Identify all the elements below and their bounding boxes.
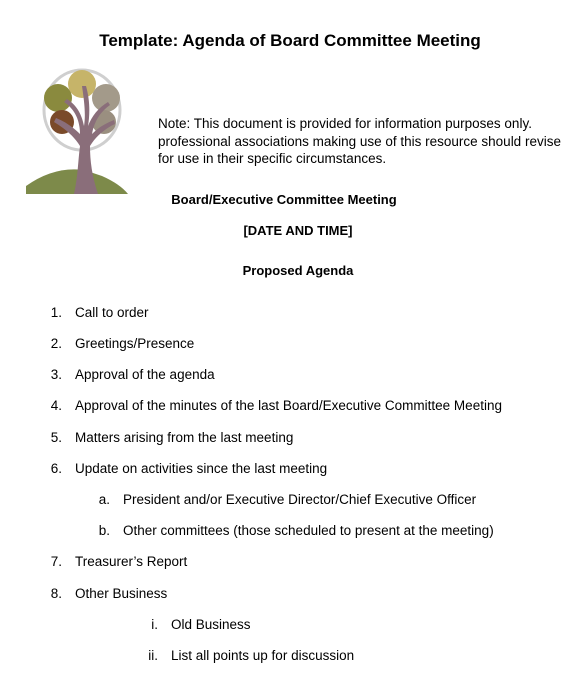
agenda-item-number: 2. [50, 336, 62, 351]
meeting-heading: Board/Executive Committee Meeting [171, 192, 397, 207]
agenda-item-text: Matters arising from the last meeting [75, 430, 294, 445]
agenda-item-number: 3. [50, 367, 62, 382]
agenda-item-text: List all points up for discussion [171, 648, 355, 663]
agenda-item-number: ii. [148, 648, 158, 663]
agenda-item-number: 4. [50, 398, 62, 413]
disclaimer-note: Note: This document is provided for information purposes only. professional associations making use of this resource should revise for use in their specific circumstances. [158, 116, 561, 166]
agenda-item-text: Other committees (those scheduled to present at the meeting) [123, 523, 494, 538]
agenda-item-number: 8. [50, 586, 62, 601]
proposed-agenda-heading: Proposed Agenda [242, 263, 354, 278]
agenda-item-number: 6. [50, 461, 62, 476]
agenda-item-number: 7. [50, 554, 62, 569]
agenda-item-text: Approval of the minutes of the last Board/Executive Committee Meeting [75, 398, 502, 413]
agenda-item-text: Call to order [75, 305, 149, 320]
agenda-item-text: Other Business [75, 586, 168, 601]
tree-logo-icon [24, 66, 136, 194]
date-time-placeholder: [DATE AND TIME] [243, 223, 353, 238]
agenda-item-number: i. [151, 617, 158, 632]
agenda-item-number: 1. [50, 305, 62, 320]
agenda-item-text: Greetings/Presence [75, 336, 195, 351]
logo-leaf-top [68, 70, 96, 98]
agenda-item-text: Approval of the agenda [75, 367, 215, 382]
agenda-item-text: Update on activities since the last meeting [75, 461, 328, 476]
agenda-item-text: Treasurer’s Report [75, 554, 188, 569]
agenda-item-text: Old Business [171, 617, 251, 632]
agenda-item-number: a. [98, 492, 110, 507]
agenda-item-text: President and/or Executive Director/Chief Executive Officer [123, 492, 477, 507]
agenda-item-number: b. [98, 523, 110, 538]
logo-leaf-left [44, 84, 72, 112]
document-title: Template: Agenda of Board Committee Meeting [99, 31, 481, 50]
agenda-item-number: 5. [50, 430, 62, 445]
